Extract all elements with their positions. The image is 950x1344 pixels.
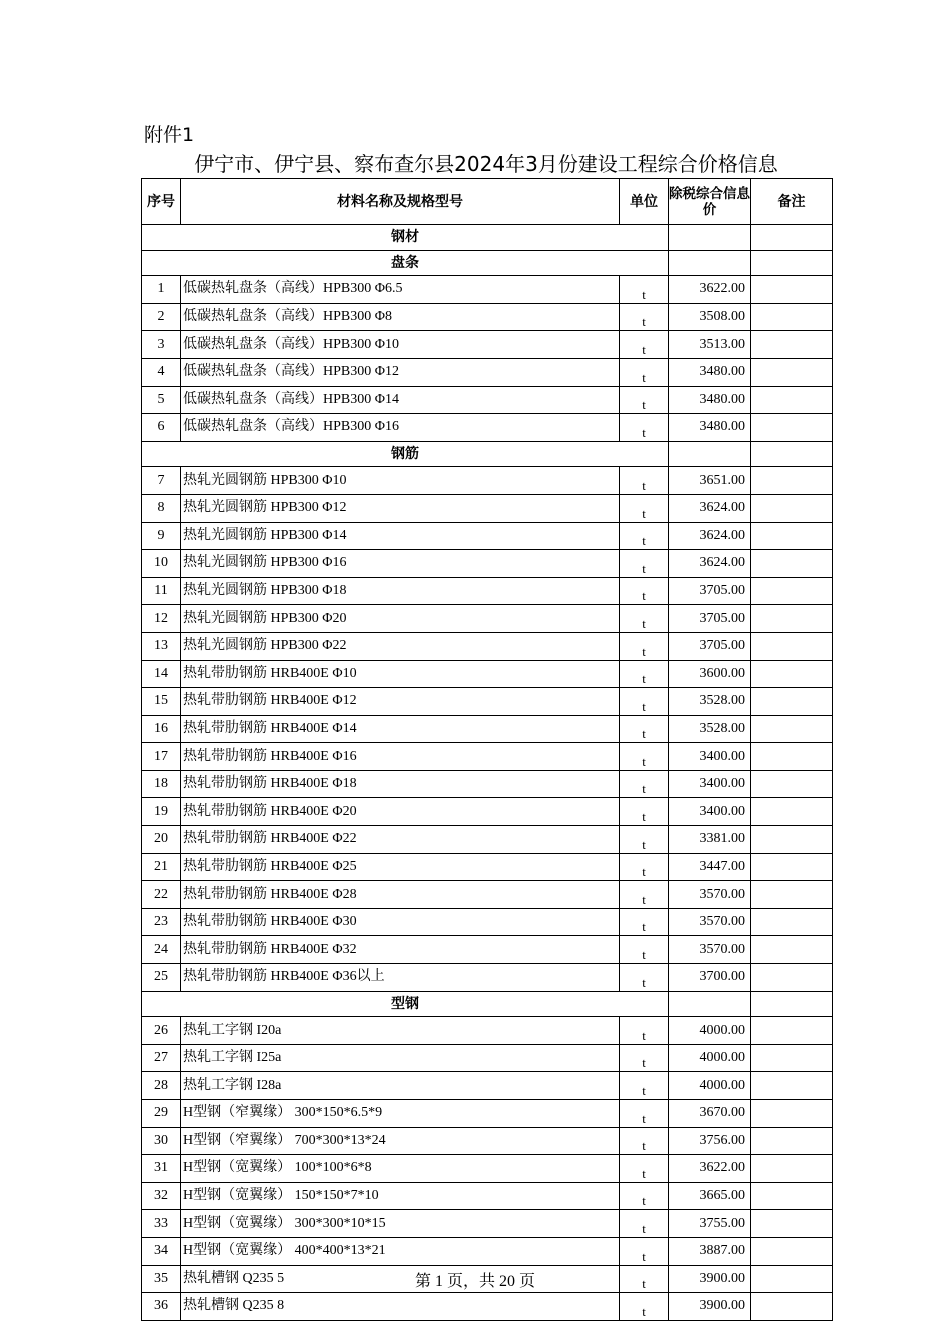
material-name: 热轧槽钢 Q235 5	[181, 1265, 620, 1293]
header-no: 序号	[142, 179, 181, 225]
material-name: 低碳热轧盘条（高线）HPB300 Φ8	[181, 303, 620, 331]
price-cell: 3705.00	[669, 577, 751, 605]
row-number: 30	[142, 1127, 181, 1155]
price-cell: 3755.00	[669, 1210, 751, 1238]
material-name: 热轧工字钢 I28a	[181, 1072, 620, 1100]
price-cell: 3528.00	[669, 715, 751, 743]
material-name: 热轧光圆钢筋 HPB300 Φ20	[181, 605, 620, 633]
material-name: 热轧带肋钢筋 HRB400E Φ14	[181, 715, 620, 743]
table-row	[142, 414, 833, 442]
table-row	[142, 770, 833, 798]
material-name: H型钢（窄翼缘） 300*150*6.5*9	[181, 1100, 620, 1128]
price-cell: 4000.00	[669, 1044, 751, 1072]
price-cell: 3887.00	[669, 1237, 751, 1265]
row-number: 36	[142, 1293, 181, 1321]
remark-cell	[751, 1155, 833, 1183]
table-row	[142, 522, 833, 550]
price-cell: 3700.00	[669, 964, 751, 992]
table-row	[142, 936, 833, 964]
price-cell: 3513.00	[669, 331, 751, 359]
row-number: 1	[142, 276, 181, 304]
price-cell: 3756.00	[669, 1127, 751, 1155]
price-cell: 3570.00	[669, 881, 751, 909]
remark-cell	[751, 550, 833, 578]
price-cell: 3400.00	[669, 798, 751, 826]
material-name: 低碳热轧盘条（高线）HPB300 Φ6.5	[181, 276, 620, 304]
remark-cell	[751, 1210, 833, 1238]
remark-cell	[751, 964, 833, 992]
unit-cell: t	[620, 1210, 669, 1238]
price-cell: 4000.00	[669, 1072, 751, 1100]
table-row	[142, 1182, 833, 1210]
remark-cell	[751, 632, 833, 660]
header-price: 除税综合信息价	[669, 179, 751, 225]
table-row	[142, 386, 833, 414]
material-name: 热轧光圆钢筋 HPB300 Φ14	[181, 522, 620, 550]
remark-cell	[751, 936, 833, 964]
remark-cell	[751, 331, 833, 359]
material-name: 热轧带肋钢筋 HRB400E Φ20	[181, 798, 620, 826]
remark-cell	[751, 660, 833, 688]
table-row	[142, 358, 833, 386]
row-number: 33	[142, 1210, 181, 1238]
material-name: H型钢（窄翼缘） 700*300*13*24	[181, 1127, 620, 1155]
table-row	[142, 1237, 833, 1265]
table-row	[142, 605, 833, 633]
table-row	[142, 276, 833, 304]
material-name: 热轧带肋钢筋 HRB400E Φ28	[181, 881, 620, 909]
price-cell: 3480.00	[669, 386, 751, 414]
section-remark-cell	[751, 250, 833, 276]
row-number: 29	[142, 1100, 181, 1128]
section-label: 钢筋	[142, 441, 669, 467]
material-name: H型钢（宽翼缘） 100*100*6*8	[181, 1155, 620, 1183]
unit-cell: t	[620, 798, 669, 826]
table-row	[142, 1017, 833, 1045]
material-name: 热轧光圆钢筋 HPB300 Φ22	[181, 632, 620, 660]
row-number: 26	[142, 1017, 181, 1045]
table-header-row	[142, 179, 833, 225]
row-number: 20	[142, 826, 181, 854]
unit-cell: t	[620, 1182, 669, 1210]
material-name: 热轧光圆钢筋 HPB300 Φ12	[181, 494, 620, 522]
unit-cell: t	[620, 605, 669, 633]
row-number: 16	[142, 715, 181, 743]
row-number: 19	[142, 798, 181, 826]
section-row	[142, 441, 833, 467]
unit-cell: t	[620, 743, 669, 771]
unit-cell: t	[620, 908, 669, 936]
unit-cell: t	[620, 522, 669, 550]
unit-cell: t	[620, 660, 669, 688]
table-row	[142, 632, 833, 660]
unit-cell: t	[620, 414, 669, 442]
table-row	[142, 1072, 833, 1100]
table-body	[142, 225, 833, 1321]
price-cell: 3600.00	[669, 660, 751, 688]
remark-cell	[751, 1127, 833, 1155]
price-cell: 3705.00	[669, 632, 751, 660]
unit-cell: t	[620, 386, 669, 414]
unit-cell: t	[620, 550, 669, 578]
section-price-cell	[669, 250, 751, 276]
remark-cell	[751, 414, 833, 442]
remark-cell	[751, 881, 833, 909]
row-number: 2	[142, 303, 181, 331]
price-cell: 3570.00	[669, 908, 751, 936]
unit-cell: t	[620, 1100, 669, 1128]
unit-cell: t	[620, 688, 669, 716]
row-number: 11	[142, 577, 181, 605]
price-cell: 3622.00	[669, 276, 751, 304]
attachment-label: 附件1	[144, 124, 195, 146]
material-name: 热轧带肋钢筋 HRB400E Φ12	[181, 688, 620, 716]
material-name: 热轧工字钢 I20a	[181, 1017, 620, 1045]
remark-cell	[751, 276, 833, 304]
remark-cell	[751, 605, 833, 633]
table-row	[142, 1210, 833, 1238]
price-cell: 3624.00	[669, 550, 751, 578]
material-name: 低碳热轧盘条（高线）HPB300 Φ14	[181, 386, 620, 414]
table-row	[142, 303, 833, 331]
remark-cell	[751, 358, 833, 386]
row-number: 18	[142, 770, 181, 798]
remark-cell	[751, 577, 833, 605]
table-row	[142, 688, 833, 716]
table-row	[142, 494, 833, 522]
price-cell: 3447.00	[669, 853, 751, 881]
unit-cell: t	[620, 1237, 669, 1265]
row-number: 22	[142, 881, 181, 909]
table-row	[142, 826, 833, 854]
page-title: 伊宁市、伊宁县、察布查尔县2024年3月份建设工程综合价格信息	[194, 152, 778, 176]
material-name: 低碳热轧盘条（高线）HPB300 Φ12	[181, 358, 620, 386]
row-number: 35	[142, 1265, 181, 1293]
section-remark-cell	[751, 225, 833, 251]
remark-cell	[751, 522, 833, 550]
remark-cell	[751, 798, 833, 826]
table-row	[142, 715, 833, 743]
row-number: 32	[142, 1182, 181, 1210]
price-table	[141, 178, 833, 1321]
material-name: 热轧带肋钢筋 HRB400E Φ25	[181, 853, 620, 881]
remark-cell	[751, 467, 833, 495]
table-row	[142, 964, 833, 992]
unit-cell: t	[620, 1072, 669, 1100]
material-name: 热轧带肋钢筋 HRB400E Φ16	[181, 743, 620, 771]
remark-cell	[751, 1100, 833, 1128]
section-price-cell	[669, 225, 751, 251]
price-cell: 3381.00	[669, 826, 751, 854]
material-name: 热轧带肋钢筋 HRB400E Φ36以上	[181, 964, 620, 992]
unit-cell: t	[620, 936, 669, 964]
row-number: 23	[142, 908, 181, 936]
price-cell: 3624.00	[669, 522, 751, 550]
price-cell: 3900.00	[669, 1265, 751, 1293]
price-cell: 3570.00	[669, 936, 751, 964]
material-name: 热轧光圆钢筋 HPB300 Φ10	[181, 467, 620, 495]
remark-cell	[751, 494, 833, 522]
row-number: 9	[142, 522, 181, 550]
price-cell: 3480.00	[669, 358, 751, 386]
remark-cell	[751, 826, 833, 854]
remark-cell	[751, 908, 833, 936]
price-cell: 3624.00	[669, 494, 751, 522]
remark-cell	[751, 688, 833, 716]
remark-cell	[751, 743, 833, 771]
remark-cell	[751, 1293, 833, 1321]
material-name: 热轧带肋钢筋 HRB400E Φ18	[181, 770, 620, 798]
remark-cell	[751, 386, 833, 414]
row-number: 17	[142, 743, 181, 771]
table-row	[142, 577, 833, 605]
unit-cell: t	[620, 770, 669, 798]
material-name: 热轧带肋钢筋 HRB400E Φ30	[181, 908, 620, 936]
row-number: 15	[142, 688, 181, 716]
table-row	[142, 467, 833, 495]
unit-cell: t	[620, 467, 669, 495]
table-row	[142, 550, 833, 578]
section-remark-cell	[751, 441, 833, 467]
unit-cell: t	[620, 331, 669, 359]
header-name: 材料名称及规格型号	[181, 179, 620, 225]
unit-cell: t	[620, 964, 669, 992]
material-name: H型钢（宽翼缘） 400*400*13*21	[181, 1237, 620, 1265]
material-name: 热轧带肋钢筋 HRB400E Φ22	[181, 826, 620, 854]
row-number: 12	[142, 605, 181, 633]
row-number: 21	[142, 853, 181, 881]
row-number: 27	[142, 1044, 181, 1072]
section-label: 钢材	[142, 225, 669, 251]
row-number: 5	[142, 386, 181, 414]
price-cell: 3508.00	[669, 303, 751, 331]
row-number: 28	[142, 1072, 181, 1100]
table-row	[142, 1155, 833, 1183]
table-row	[142, 1293, 833, 1321]
unit-cell: t	[620, 1155, 669, 1183]
row-number: 4	[142, 358, 181, 386]
unit-cell: t	[620, 1265, 669, 1293]
unit-cell: t	[620, 881, 669, 909]
remark-cell	[751, 1044, 833, 1072]
remark-cell	[751, 303, 833, 331]
section-row	[142, 225, 833, 251]
material-name: H型钢（宽翼缘） 300*300*10*15	[181, 1210, 620, 1238]
unit-cell: t	[620, 632, 669, 660]
row-number: 14	[142, 660, 181, 688]
remark-cell	[751, 715, 833, 743]
table-row	[142, 660, 833, 688]
unit-cell: t	[620, 276, 669, 304]
material-name: 热轧带肋钢筋 HRB400E Φ10	[181, 660, 620, 688]
material-name: 热轧槽钢 Q235 8	[181, 1293, 620, 1321]
price-cell: 3480.00	[669, 414, 751, 442]
price-cell: 3528.00	[669, 688, 751, 716]
section-price-cell	[669, 991, 751, 1017]
material-name: 低碳热轧盘条（高线）HPB300 Φ16	[181, 414, 620, 442]
unit-cell: t	[620, 715, 669, 743]
table-row	[142, 853, 833, 881]
unit-cell: t	[620, 1127, 669, 1155]
section-price-cell	[669, 441, 751, 467]
header-remark: 备注	[751, 179, 833, 225]
price-cell: 3651.00	[669, 467, 751, 495]
price-cell: 4000.00	[669, 1017, 751, 1045]
row-number: 34	[142, 1237, 181, 1265]
page-footer: 第 1 页，共 20 页	[414, 1273, 535, 1290]
remark-cell	[751, 770, 833, 798]
row-number: 25	[142, 964, 181, 992]
price-cell: 3400.00	[669, 743, 751, 771]
unit-cell: t	[620, 853, 669, 881]
unit-cell: t	[620, 494, 669, 522]
unit-cell: t	[620, 303, 669, 331]
material-name: 热轧带肋钢筋 HRB400E Φ32	[181, 936, 620, 964]
unit-cell: t	[620, 358, 669, 386]
table-row	[142, 881, 833, 909]
table-row	[142, 1127, 833, 1155]
unit-cell: t	[620, 826, 669, 854]
price-cell: 3670.00	[669, 1100, 751, 1128]
row-number: 3	[142, 331, 181, 359]
row-number: 31	[142, 1155, 181, 1183]
table-row	[142, 331, 833, 359]
material-name: 热轧光圆钢筋 HPB300 Φ16	[181, 550, 620, 578]
table-row	[142, 798, 833, 826]
table-row	[142, 743, 833, 771]
section-remark-cell	[751, 991, 833, 1017]
section-label: 型钢	[142, 991, 669, 1017]
remark-cell	[751, 853, 833, 881]
unit-cell: t	[620, 1017, 669, 1045]
row-number: 8	[142, 494, 181, 522]
remark-cell	[751, 1182, 833, 1210]
table-row	[142, 1044, 833, 1072]
price-cell: 3400.00	[669, 770, 751, 798]
price-cell: 3705.00	[669, 605, 751, 633]
material-name: 热轧工字钢 I25a	[181, 1044, 620, 1072]
material-name: 低碳热轧盘条（高线）HPB300 Φ10	[181, 331, 620, 359]
row-number: 24	[142, 936, 181, 964]
remark-cell	[751, 1237, 833, 1265]
unit-cell: t	[620, 1293, 669, 1321]
row-number: 10	[142, 550, 181, 578]
remark-cell	[751, 1072, 833, 1100]
table-row	[142, 908, 833, 936]
row-number: 7	[142, 467, 181, 495]
price-cell: 3900.00	[669, 1293, 751, 1321]
row-number: 6	[142, 414, 181, 442]
unit-cell: t	[620, 577, 669, 605]
section-row	[142, 250, 833, 276]
unit-cell: t	[620, 1044, 669, 1072]
price-cell: 3665.00	[669, 1182, 751, 1210]
price-cell: 3622.00	[669, 1155, 751, 1183]
material-name: 热轧光圆钢筋 HPB300 Φ18	[181, 577, 620, 605]
section-row	[142, 991, 833, 1017]
row-number: 13	[142, 632, 181, 660]
table-row	[142, 1100, 833, 1128]
material-name: H型钢（宽翼缘） 150*150*7*10	[181, 1182, 620, 1210]
section-label: 盘条	[142, 250, 669, 276]
remark-cell	[751, 1017, 833, 1045]
header-unit: 单位	[620, 179, 669, 225]
